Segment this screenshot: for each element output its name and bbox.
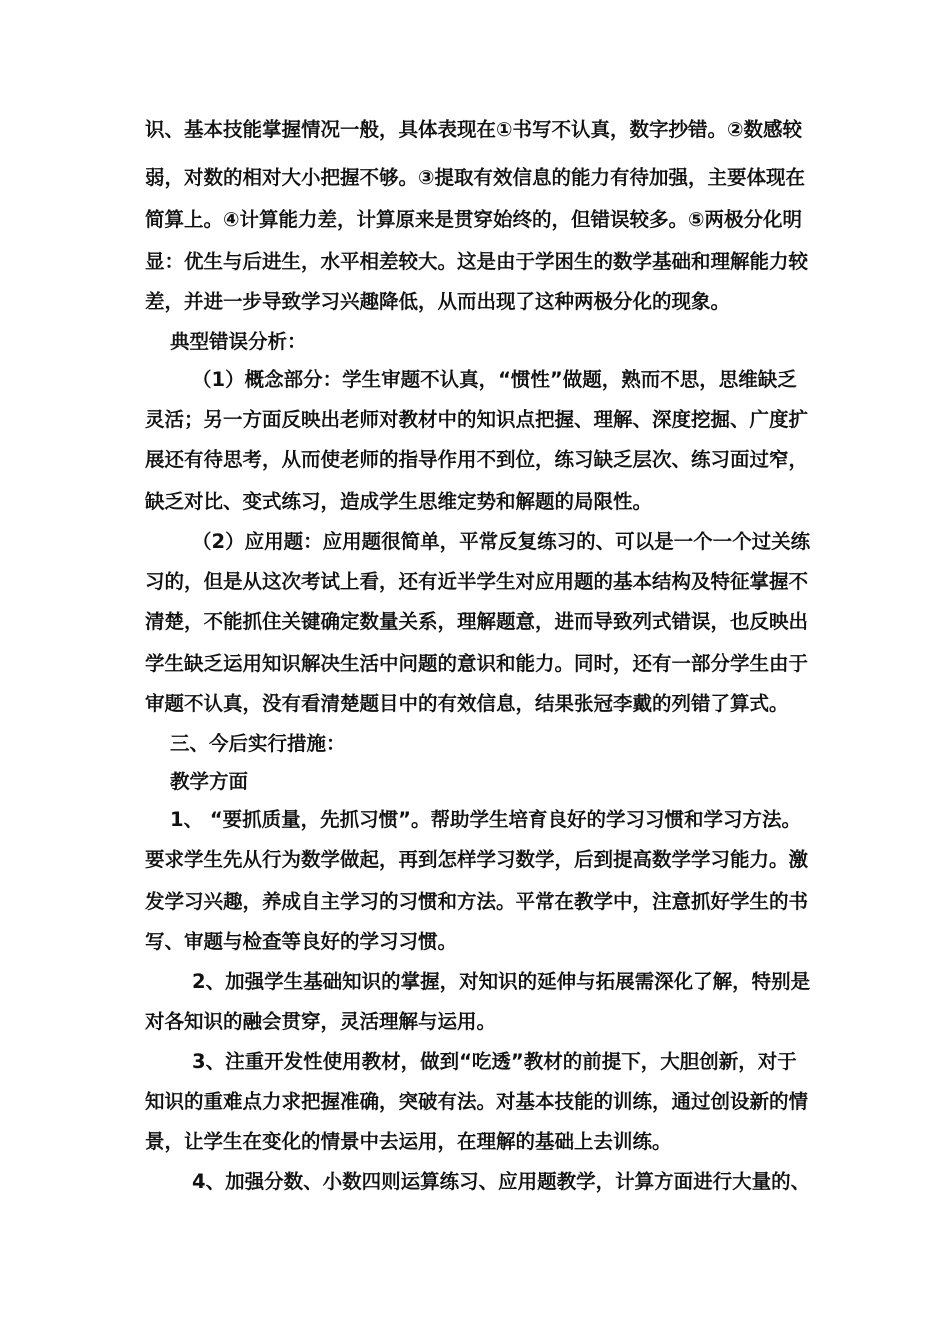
text-line: 对各知识的融会贯穿，灵活理解与运用。 — [145, 1010, 497, 1033]
text-line: （2）应用题：应用题很简单，平常反复练习的、可以是一个一个过关练 — [192, 530, 811, 553]
subsection-heading: 教学方面 — [170, 770, 249, 793]
text-line: 写、审题与检查等良好的学习习惯。 — [145, 930, 458, 953]
section-heading: 典型错误分析： — [170, 330, 307, 353]
text-line: 1、 “要抓质量，先抓习惯”。帮助学生培育良好的学习习惯和学习方法。 — [170, 808, 801, 831]
text-line: 发学习兴趣，养成自主学习的习惯和方法。平常在教学中，注意抓好学生的书 — [145, 890, 809, 913]
text-line: 4、加强分数、小数四则运算练习、应用题教学，计算方面进行大量的、 — [192, 1170, 811, 1193]
text-line: 简算上。④计算能力差，计算原来是贯穿始终的，但错误较多。⑤两极分化明 — [145, 208, 803, 231]
text-line: 习的，但是从这次考试上看，还有近半学生对应用题的基本结构及特征掌握不 — [145, 570, 809, 593]
text-line: 弱，对数的相对大小把握不够。③提取有效信息的能力有待加强，主要体现在 — [145, 166, 806, 189]
text-line: 2、加强学生基础知识的掌握，对知识的延伸与拓展需深化了解，特别是 — [192, 970, 811, 993]
text-line: 显：优生与后进生，水平相差较大。这是由于学困生的数学基础和理解能力较 — [145, 250, 809, 273]
text-line: 景，让学生在变化的情景中去运用，在理解的基础上去训练。 — [145, 1130, 672, 1153]
text-line: 要求学生先从行为数学做起，再到怎样学习数学，后到提高数学学习能力。激 — [145, 848, 809, 871]
text-line: 灵活；另一方面反映出老师对教材中的知识点把握、理解、深度挖掘、广度扩 — [145, 408, 809, 431]
text-line: 3、注重开发性使用教材，做到“吃透”教材的前提下，大胆创新，对于 — [192, 1050, 797, 1073]
text-line: 学生缺乏运用知识解决生活中问题的意识和能力。同时，还有一部分学生由于 — [145, 652, 809, 675]
text-line: 知识的重难点力求把握准确，突破有法。对基本技能的训练，通过创设新的情 — [145, 1090, 809, 1113]
text-line: 审题不认真，没有看清楚题目中的有效信息，结果张冠李戴的列错了算式。 — [145, 692, 789, 715]
text-line: 清楚，不能抓住关键确定数量关系，理解题意，进而导致列式错误，也反映出 — [145, 610, 809, 633]
text-line: 识、基本技能掌握情况一般，具体表现在①书写不认真，数字抄错。②数感较 — [145, 118, 803, 141]
text-line: 缺乏对比、变式练习，造成学生思维定势和解题的局限性。 — [145, 490, 653, 513]
text-line: （1）概念部分：学生审题不认真，“惯性”做题，熟而不思，思维缺乏 — [192, 368, 797, 391]
text-line: 差，并进一步导致学习兴趣降低，从而出现了这种两极分化的现象。 — [145, 290, 731, 313]
section-heading: 三、今后实行措施： — [170, 732, 346, 755]
text-line: 展还有待思考，从而使老师的指导作用不到位，练习缺乏层次、练习面过窄， — [145, 448, 809, 471]
